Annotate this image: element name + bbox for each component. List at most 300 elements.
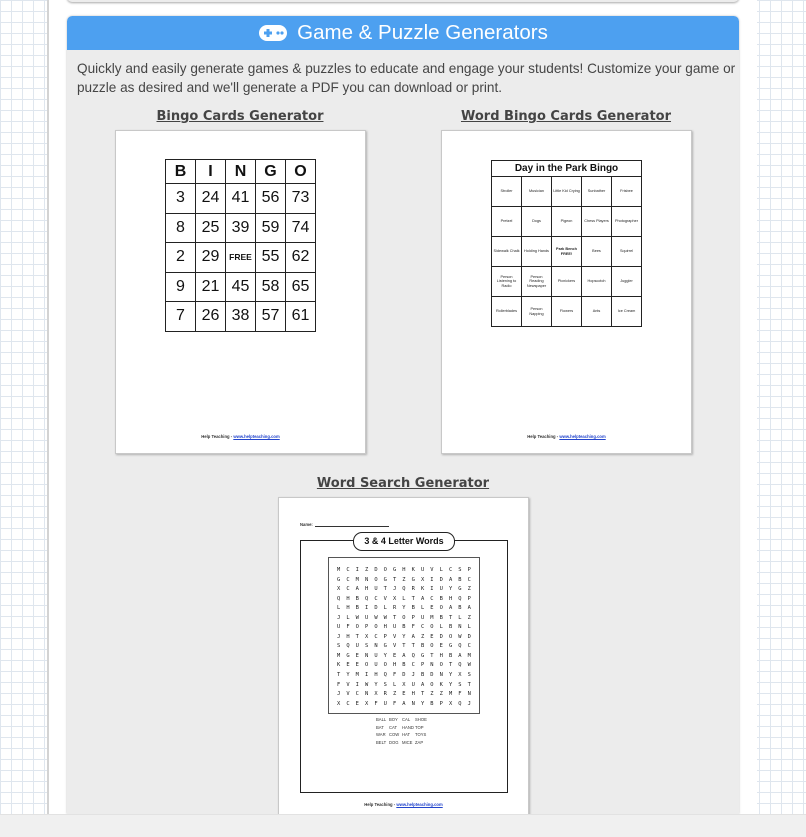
word-search-name-line — [300, 522, 389, 527]
word-bingo-cell: Person Reading Newspaper — [522, 267, 552, 297]
grid-letter: F — [374, 700, 378, 707]
grid-letter: J — [411, 672, 415, 679]
grid-letter: B — [448, 652, 453, 659]
grid-letter: Z — [430, 691, 434, 698]
grid-letter: B — [420, 643, 425, 650]
grid-letter: E — [439, 643, 443, 650]
grid-letter: Y — [402, 605, 406, 612]
bingo-cell: 8 — [166, 213, 196, 243]
word-search-row — [337, 690, 471, 700]
grid-letter: G — [420, 652, 425, 659]
word-bingo-cell: Musician — [522, 177, 552, 207]
grid-letter: X — [337, 586, 341, 593]
grid-letter: B — [458, 605, 462, 612]
word-search-thumbnail[interactable] — [278, 497, 529, 814]
grid-letter: W — [467, 662, 471, 669]
grid-letter: B — [355, 605, 359, 612]
word-search-word-list — [376, 716, 428, 746]
word-bingo-cell: Hopscotch — [582, 267, 612, 297]
grid-letter: E — [355, 662, 359, 669]
grid-letter: N — [439, 672, 443, 679]
footer-credit: Help Teaching - — [527, 434, 560, 439]
grid-letter: C — [430, 595, 434, 602]
grid-letter: N — [411, 700, 415, 707]
grid-letter: Y — [448, 681, 453, 688]
grid-letter: O — [430, 681, 434, 688]
bingo-cell: 65 — [286, 272, 316, 302]
grid-letter: G — [346, 652, 350, 659]
grid-letter: D — [430, 672, 434, 679]
grid-letter: B — [420, 672, 425, 679]
grid-letter: D — [467, 633, 471, 640]
grid-letter: L — [439, 624, 443, 631]
grid-letter: S — [337, 643, 341, 650]
word-search-row — [337, 633, 471, 643]
grid-letter: Q — [346, 643, 350, 650]
footer-url: www.helpteaching.com — [396, 802, 443, 807]
word-bingo-cell: Picnickers — [552, 267, 582, 297]
grid-letter: A — [420, 681, 425, 688]
grid-letter: T — [420, 691, 425, 698]
bingo-cell: 7 — [166, 302, 196, 332]
grid-letter: I — [430, 576, 434, 583]
grid-letter: J — [392, 586, 397, 593]
grid-letter: X — [337, 700, 341, 707]
grid-letter: T — [430, 652, 434, 659]
grid-letter: O — [430, 624, 434, 631]
thumbnail-footer — [116, 434, 365, 439]
footer-url: www.helpteaching.com — [233, 434, 280, 439]
word-bingo-cell: Juggler — [612, 267, 642, 297]
grid-letter: B — [458, 576, 462, 583]
grid-letter: E — [402, 691, 406, 698]
grid-letter: X — [364, 633, 369, 640]
grid-letter: C — [346, 700, 350, 707]
grid-letter: C — [355, 691, 359, 698]
grid-letter: L — [439, 567, 443, 573]
word-bingo-row — [492, 297, 642, 327]
word-list-item: BELT — [376, 739, 387, 745]
grid-letter: A — [355, 586, 359, 593]
grid-letter: E — [355, 652, 359, 659]
word-bingo-free-cell: Park Bench FREE! — [552, 237, 582, 267]
grid-letter: Y — [374, 681, 378, 688]
grid-letter: Q — [458, 643, 462, 650]
word-search-row — [337, 652, 471, 662]
grid-letter: X — [364, 700, 369, 707]
word-list-item: WAR — [376, 732, 386, 737]
bingo-header-cell: O — [286, 160, 316, 184]
grid-letter: G — [392, 567, 397, 573]
grid-letter: V — [346, 691, 350, 698]
bingo-cell: 24 — [196, 184, 226, 214]
word-list-item: COW — [389, 732, 400, 737]
grid-letter: U — [392, 624, 397, 631]
grid-letter: L — [420, 605, 425, 612]
grid-letter: U — [355, 643, 359, 650]
grid-letter: G — [383, 576, 387, 583]
bingo-cell: 21 — [196, 272, 226, 302]
grid-letter: C — [374, 595, 378, 602]
grid-letter: D — [439, 576, 443, 583]
grid-letter: N — [467, 691, 471, 698]
grid-letter: U — [420, 567, 425, 573]
grid-letter: F — [346, 624, 350, 631]
bingo-cell: 29 — [196, 243, 226, 273]
word-bingo-cell: Little Kid Crying — [552, 177, 582, 207]
grid-letter: W — [355, 614, 359, 621]
grid-letter: O — [439, 662, 443, 669]
grid-letter: C — [467, 576, 471, 583]
word-bingo-generator-link[interactable]: Word Bingo Cards Generator — [460, 109, 672, 124]
word-list-item: DOG — [389, 739, 399, 745]
grid-letter: U — [383, 700, 387, 707]
grid-letter: U — [364, 614, 369, 621]
grid-letter: I — [355, 567, 359, 573]
grid-letter: P — [467, 567, 471, 573]
grid-letter: W — [383, 614, 387, 621]
footer-url: www.helpteaching.com — [559, 434, 606, 439]
bingo-cell: 55 — [256, 243, 286, 273]
word-bingo-card-title: Day in the Park Bingo — [491, 160, 642, 177]
bingo-cell: 25 — [196, 213, 226, 243]
word-list-item: CAT — [389, 724, 398, 730]
word-bingo-row — [492, 237, 642, 267]
bingo-cell: 74 — [286, 213, 316, 243]
word-search-row — [337, 623, 471, 633]
bingo-card-thumbnail[interactable] — [115, 130, 366, 454]
bingo-cell: 56 — [256, 184, 286, 214]
grid-letter: U — [374, 662, 378, 669]
grid-letter: M — [337, 652, 341, 659]
word-bingo-cell: Frisbee — [612, 177, 642, 207]
bingo-header-cell: G — [256, 160, 286, 184]
word-search-grid — [337, 566, 471, 709]
grid-letter: T — [448, 614, 453, 621]
grid-letter: V — [383, 595, 387, 602]
grid-letter: T — [402, 643, 406, 650]
grid-letter: E — [392, 652, 397, 659]
grid-letter: B — [439, 595, 443, 602]
grid-letter: H — [374, 672, 378, 679]
grid-letter: T — [392, 576, 397, 583]
grid-letter: F — [458, 691, 462, 698]
word-bingo-cell: Pigeon — [552, 207, 582, 237]
word-bingo-cell: Squirrel — [612, 237, 642, 267]
bingo-header-row — [166, 160, 316, 184]
word-list-row — [376, 724, 428, 732]
grid-letter: H — [364, 586, 369, 593]
grid-letter: O — [402, 614, 406, 621]
grid-letter: F — [337, 681, 341, 688]
grid-letter: P — [467, 595, 471, 602]
grid-letter: R — [392, 605, 397, 612]
grid-letter: P — [411, 614, 415, 621]
grid-letter: S — [467, 672, 471, 679]
grid-letter: M — [430, 614, 434, 621]
word-list-item: CAL — [402, 717, 411, 722]
word-search-row — [337, 681, 471, 691]
grid-letter: U — [439, 586, 443, 593]
bingo-cell: 62 — [286, 243, 316, 273]
word-bingo-cell: Chess Players — [582, 207, 612, 237]
bingo-cell: 26 — [196, 302, 226, 332]
grid-letter: T — [411, 595, 415, 602]
bingo-cell: 73 — [286, 184, 316, 214]
word-bingo-cell: Ants — [582, 297, 612, 327]
word-bingo-cell: Person Napping — [522, 297, 552, 327]
grid-letter: L — [383, 605, 387, 612]
grid-letter: X — [458, 672, 462, 679]
grid-letter: C — [467, 643, 471, 650]
grid-letter: E — [430, 633, 434, 640]
grid-letter: T — [467, 681, 471, 688]
bingo-cell: 57 — [256, 302, 286, 332]
grid-letter: J — [337, 691, 341, 698]
grid-letter: X — [420, 576, 425, 583]
word-list-item: HAT — [402, 732, 411, 737]
grid-letter: Y — [383, 652, 387, 659]
grid-letter: A — [467, 605, 471, 612]
grid-letter: L — [402, 595, 406, 602]
bingo-cell: 2 — [166, 243, 196, 273]
grid-letter: F — [392, 700, 397, 707]
grid-letter: R — [383, 691, 387, 698]
grid-letter: Z — [364, 567, 369, 573]
grid-letter: H — [346, 605, 350, 612]
grid-letter: B — [402, 662, 406, 669]
grid-letter: Q — [364, 595, 369, 602]
grid-letter: U — [337, 624, 341, 631]
grid-letter: L — [467, 624, 471, 631]
grid-letter: H — [392, 662, 397, 669]
grid-letter: M — [355, 672, 359, 679]
grid-letter: I — [364, 605, 369, 612]
word-list-item: ZAP — [415, 739, 424, 745]
grid-letter: Z — [402, 576, 406, 583]
grid-letter: M — [355, 576, 359, 583]
grid-letter: O — [430, 643, 434, 650]
grid-letter: T — [337, 672, 341, 679]
section-description: Quickly and easily generate games & puzzles to educate and engage your students! Customize your game or puzzle as desired and we'll generate a PDF you can download or print. — [77, 61, 736, 95]
grid-letter: B — [439, 614, 443, 621]
word-bingo-card-thumbnail[interactable] — [441, 130, 692, 454]
grid-letter: B — [355, 595, 359, 602]
grid-letter: G — [458, 586, 462, 593]
word-list-row — [376, 731, 428, 739]
grid-letter: H — [402, 567, 406, 573]
bingo-cell: 41 — [226, 184, 256, 214]
grid-letter: Z — [439, 691, 443, 698]
bingo-cell: 61 — [286, 302, 316, 332]
grid-letter: L — [337, 605, 341, 612]
word-list-row — [376, 716, 428, 724]
footer-credit: Help Teaching - — [201, 434, 234, 439]
grid-letter: O — [374, 576, 378, 583]
grid-letter: K — [411, 567, 415, 573]
grid-letter: X — [448, 700, 453, 707]
grid-letter: U — [374, 586, 378, 593]
grid-letter: O — [383, 567, 387, 573]
bingo-header-cell: B — [166, 160, 196, 184]
grid-letter: A — [448, 576, 453, 583]
grid-letter: X — [392, 595, 397, 602]
grid-letter: B — [430, 700, 434, 707]
gamepad-icon — [258, 24, 288, 42]
footer-credit: Help Teaching - — [364, 802, 397, 807]
grid-letter: Q — [458, 700, 462, 707]
grid-letter: F — [392, 672, 397, 679]
grid-letter: H — [411, 691, 415, 698]
word-search-row — [337, 661, 471, 671]
word-list-item: BAT — [376, 724, 384, 730]
grid-letter: H — [439, 652, 443, 659]
grid-letter: B — [411, 605, 415, 612]
grid-letter: C — [411, 662, 415, 669]
word-bingo-cell: Stroller — [492, 177, 522, 207]
grid-letter: X — [374, 691, 378, 698]
word-search-grid-box — [328, 557, 480, 714]
grid-letter: Z — [420, 633, 425, 640]
word-list-item: BALL — [376, 717, 387, 722]
word-list-item: SHOE — [415, 717, 427, 722]
grid-letter: L — [458, 614, 462, 621]
bingo-row — [166, 302, 316, 332]
grid-letter: R — [411, 586, 415, 593]
word-bingo-generator-title-wrap — [441, 107, 691, 125]
bingo-row — [166, 243, 316, 273]
grid-letter: A — [411, 633, 415, 640]
card-header — [67, 16, 739, 50]
word-bingo-cell: Sidewalk Chalk — [492, 237, 522, 267]
bingo-card-table — [165, 159, 316, 332]
grid-letter: N — [364, 652, 369, 659]
bingo-header-cell: N — [226, 160, 256, 184]
grid-letter: A — [402, 652, 406, 659]
grid-letter: M — [448, 691, 453, 698]
bingo-cell: 9 — [166, 272, 196, 302]
word-bingo-row — [492, 177, 642, 207]
word-bingo-cell: Holding Hands — [522, 237, 552, 267]
grid-letter: P — [364, 624, 369, 631]
grid-letter: N — [458, 624, 462, 631]
word-search-row — [337, 614, 471, 624]
grid-letter: V — [392, 643, 397, 650]
bingo-cell: 3 — [166, 184, 196, 214]
grid-letter: H — [346, 595, 350, 602]
word-search-row — [337, 671, 471, 681]
bingo-generator-title-wrap — [115, 107, 365, 125]
word-search-row — [337, 604, 471, 614]
word-bingo-cell: Dogs — [522, 207, 552, 237]
grid-letter: Q — [383, 672, 387, 679]
word-search-row — [337, 576, 471, 586]
horizontal-scrollbar[interactable] — [0, 814, 806, 837]
grid-letter: T — [411, 643, 415, 650]
grid-letter: M — [337, 567, 341, 573]
grid-letter: P — [383, 633, 387, 640]
bingo-cell: 39 — [226, 213, 256, 243]
grid-letter: I — [364, 672, 369, 679]
grid-letter: L — [346, 614, 350, 621]
grid-letter: K — [420, 586, 425, 593]
word-search-generator-link[interactable]: Word Search Generator — [316, 476, 490, 491]
word-bingo-cell: Photographer — [612, 207, 642, 237]
grid-letter: T — [383, 586, 387, 593]
grid-letter: I — [355, 681, 359, 688]
grid-letter: S — [458, 567, 462, 573]
bingo-cell: 45 — [226, 272, 256, 302]
word-bingo-cell: Bees — [582, 237, 612, 267]
grid-letter: V — [392, 633, 397, 640]
grid-letter: E — [355, 700, 359, 707]
grid-letter: O — [374, 624, 378, 631]
word-list-item: TOYS — [415, 732, 427, 737]
grid-letter: C — [420, 624, 425, 631]
grid-letter: D — [374, 567, 378, 573]
grid-letter: O — [448, 633, 453, 640]
grid-letter: G — [411, 576, 415, 583]
thumbnail-footer — [442, 434, 691, 439]
bingo-generator-link[interactable]: Bingo Cards Generator — [156, 109, 324, 124]
grid-letter: Q — [411, 652, 415, 659]
bingo-row — [166, 272, 316, 302]
word-search-row — [337, 585, 471, 595]
grid-letter: G — [383, 643, 387, 650]
grid-letter: E — [430, 605, 434, 612]
grid-letter: V — [430, 567, 434, 573]
word-list-item: HAND — [402, 724, 414, 730]
grid-letter: N — [364, 691, 369, 698]
grid-letter: B — [402, 624, 406, 631]
bingo-cell: 38 — [226, 302, 256, 332]
bingo-header-cell: I — [196, 160, 226, 184]
grid-letter: K — [439, 681, 443, 688]
grid-letter: G — [448, 643, 453, 650]
word-bingo-cell: Sunbather — [582, 177, 612, 207]
grid-letter: N — [430, 662, 434, 669]
grid-letter: K — [337, 662, 341, 669]
grid-letter: U — [374, 652, 378, 659]
grid-letter: V — [346, 681, 350, 688]
word-search-row — [337, 566, 471, 576]
grid-letter: S — [458, 681, 462, 688]
previous-section-card — [67, 0, 739, 2]
name-label: Name: — [300, 522, 313, 527]
word-search-row — [337, 595, 471, 605]
grid-letter: O — [383, 662, 387, 669]
grid-letter: H — [383, 624, 387, 631]
grid-letter: C — [346, 576, 350, 583]
grid-letter: E — [346, 662, 350, 669]
word-list-row — [376, 739, 428, 747]
bingo-row — [166, 184, 316, 214]
grid-letter: C — [374, 633, 378, 640]
word-bingo-row — [492, 207, 642, 237]
word-bingo-table — [491, 176, 642, 327]
grid-letter: J — [337, 633, 341, 640]
grid-letter: U — [411, 681, 415, 688]
grid-letter: N — [374, 643, 378, 650]
grid-letter: S — [364, 643, 369, 650]
word-list-item: BOY — [389, 717, 398, 722]
grid-letter: D — [374, 605, 378, 612]
word-list-item: MICE — [402, 739, 413, 745]
grid-letter: X — [402, 681, 406, 688]
bingo-free-cell: FREE — [226, 243, 256, 273]
grid-letter: N — [364, 576, 369, 583]
grid-letter: S — [383, 681, 387, 688]
